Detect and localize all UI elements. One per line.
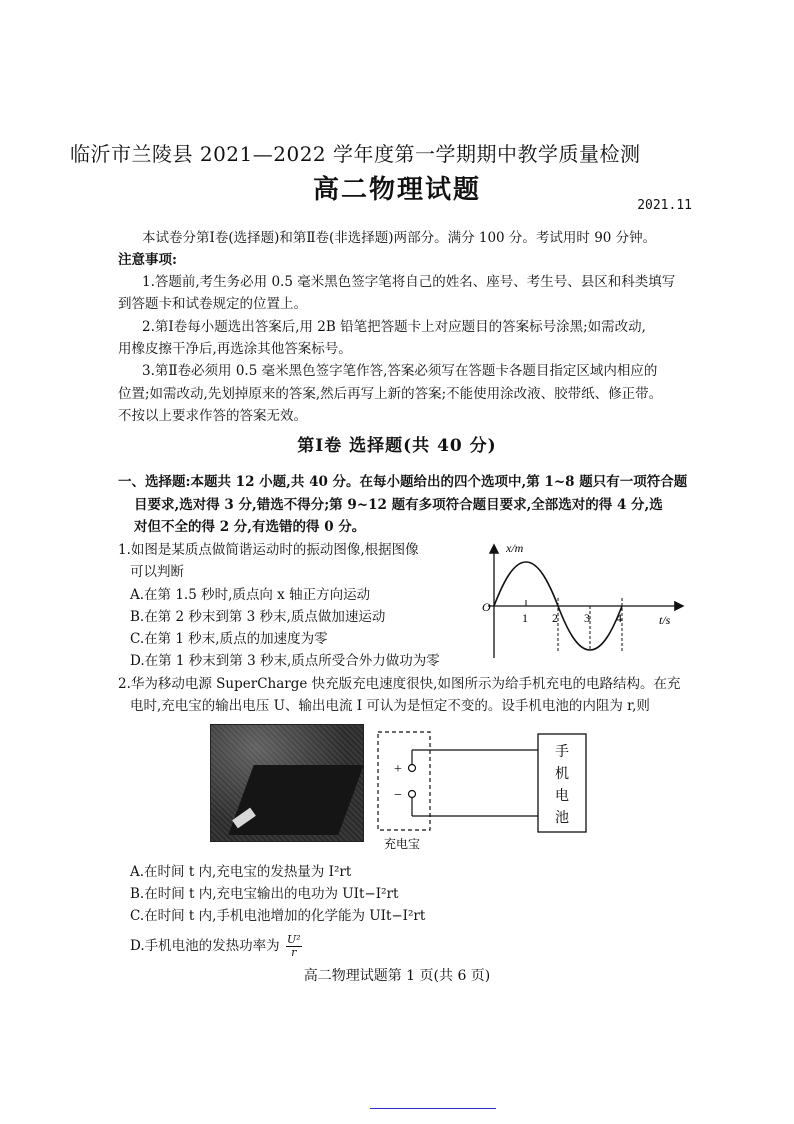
- note-3-cont: 位置;如需改动,先划掉原来的答案,然后再写上新的答案;不能使用涂改液、胶带纸、修正带。: [118, 386, 663, 402]
- q2-option-d-text: D.手机电池的发热功率为: [130, 938, 280, 954]
- intro-text: 本试卷分第Ⅰ卷(选择题)和第Ⅱ卷(非选择题)两部分。满分 100 分。考试用时 90 分钟。: [142, 230, 657, 246]
- q1-option-d: D.在第 1 秒末到第 3 秒末,质点所受合外力做功为零: [130, 653, 440, 669]
- note-3: 3.第Ⅱ卷必须用 0.5 毫米黑色签字笔作答,答案必须写在答题卡各题目指定区域内相应的: [142, 363, 658, 379]
- tick-label-1: 1: [522, 611, 528, 625]
- exam-date: 2021.11: [637, 198, 692, 213]
- note-2: 2.第Ⅰ卷每小题选出答案后,用 2B 铅笔把答题卡上对应题目的答案标号涂黑;如需改动,: [142, 319, 646, 335]
- q1-option-b: B.在第 2 秒末到第 3 秒末,质点做加速运动: [130, 609, 386, 625]
- q2-option-d: [130, 934, 302, 959]
- note-2-cont: 用橡皮擦干净后,再选涂其他答案标号。: [118, 341, 352, 357]
- exam-header: 临沂市兰陵县 2021—2022 学年度第一学期期中教学质量检测: [70, 142, 641, 166]
- minus-sign: −: [394, 788, 402, 803]
- bottom-link-underline[interactable]: [370, 1108, 496, 1109]
- power-bank-photo: [210, 724, 364, 842]
- plus-sign: +: [394, 762, 402, 777]
- note-1-cont: 到答题卡和试卷规定的位置上。: [118, 296, 307, 312]
- section-instructions: 一、选择题:本题共 12 小题,共 40 分。在每小题给出的四个选项中,第 1~8 题只有一项符合题: [118, 474, 688, 490]
- q1-option-a: A.在第 1.5 秒时,质点向 x 轴正方向运动: [130, 587, 371, 603]
- circuit-diagram: [372, 724, 602, 854]
- section-instructions-3: 对但不全的得 2 分,有选错的得 0 分。: [134, 519, 366, 535]
- minus-terminal: [409, 791, 416, 798]
- battery-label-1: 手: [555, 744, 569, 760]
- q1-option-c: C.在第 1 秒末,质点的加速度为零: [130, 631, 328, 647]
- battery-label-3: 电: [555, 788, 569, 804]
- plus-terminal: [409, 765, 416, 772]
- note-3-cont2: 不按以上要求作答的答案无效。: [118, 408, 307, 424]
- q2-stem-cont: 电时,充电宝的输出电压 U、输出电流 I 可认为是恒定不变的。设手机电池的内阻为 r,则: [130, 698, 650, 714]
- section-instructions-2: 目要求,选对得 3 分,错选不得分;第 9~12 题有多项符合题目要求,全部选对的得 4 分,选: [134, 497, 663, 513]
- q1-stem-cont: 可以判断: [130, 564, 184, 580]
- vibration-graph: [478, 540, 688, 660]
- note-1: 1.答题前,考生务必用 0.5 毫米黑色签字笔将自己的姓名、座号、考生号、县区和科类填写: [142, 274, 676, 290]
- q2-option-c: C.在时间 t 内,手机电池增加的化学能为 UIt−I²rt: [130, 908, 426, 924]
- battery-label-4: 池: [555, 810, 569, 826]
- power-bank-box: [378, 732, 430, 830]
- section-title: 第Ⅰ卷 选择题(共 40 分): [297, 436, 497, 456]
- y-axis-label: x/m: [506, 541, 524, 555]
- origin-label: O: [482, 600, 491, 614]
- q2-option-a: A.在时间 t 内,充电宝的发热量为 I²rt: [130, 864, 352, 880]
- page-footer: 高二物理试题第 1 页(共 6 页): [303, 968, 491, 984]
- x-axis-label: t/s: [659, 613, 671, 627]
- battery-label-2: 机: [555, 766, 569, 782]
- notes-label: 注意事项:: [118, 252, 177, 268]
- q2-option-b: B.在时间 t 内,充电宝输出的电功为 UIt−I²rt: [130, 886, 399, 902]
- tick-label-4: 4: [616, 611, 622, 625]
- fraction-numerator: U²: [286, 933, 301, 946]
- page-title: 高二物理试题: [312, 175, 481, 205]
- power-bank-label: 充电宝: [384, 837, 421, 851]
- tick-label-2: 2: [552, 611, 558, 625]
- q2-stem: 2.华为移动电源 SuperCharge 快充版充电速度很快,如图所示为给手机充电的电路结构。在充: [118, 676, 681, 692]
- fraction-denominator: r: [291, 946, 297, 959]
- tick-label-3: 3: [584, 611, 590, 625]
- q1-stem: 1.如图是某质点做简谐运动时的振动图像,根据图像: [118, 542, 419, 558]
- power-bank-body: [228, 765, 363, 835]
- fraction: [286, 934, 302, 959]
